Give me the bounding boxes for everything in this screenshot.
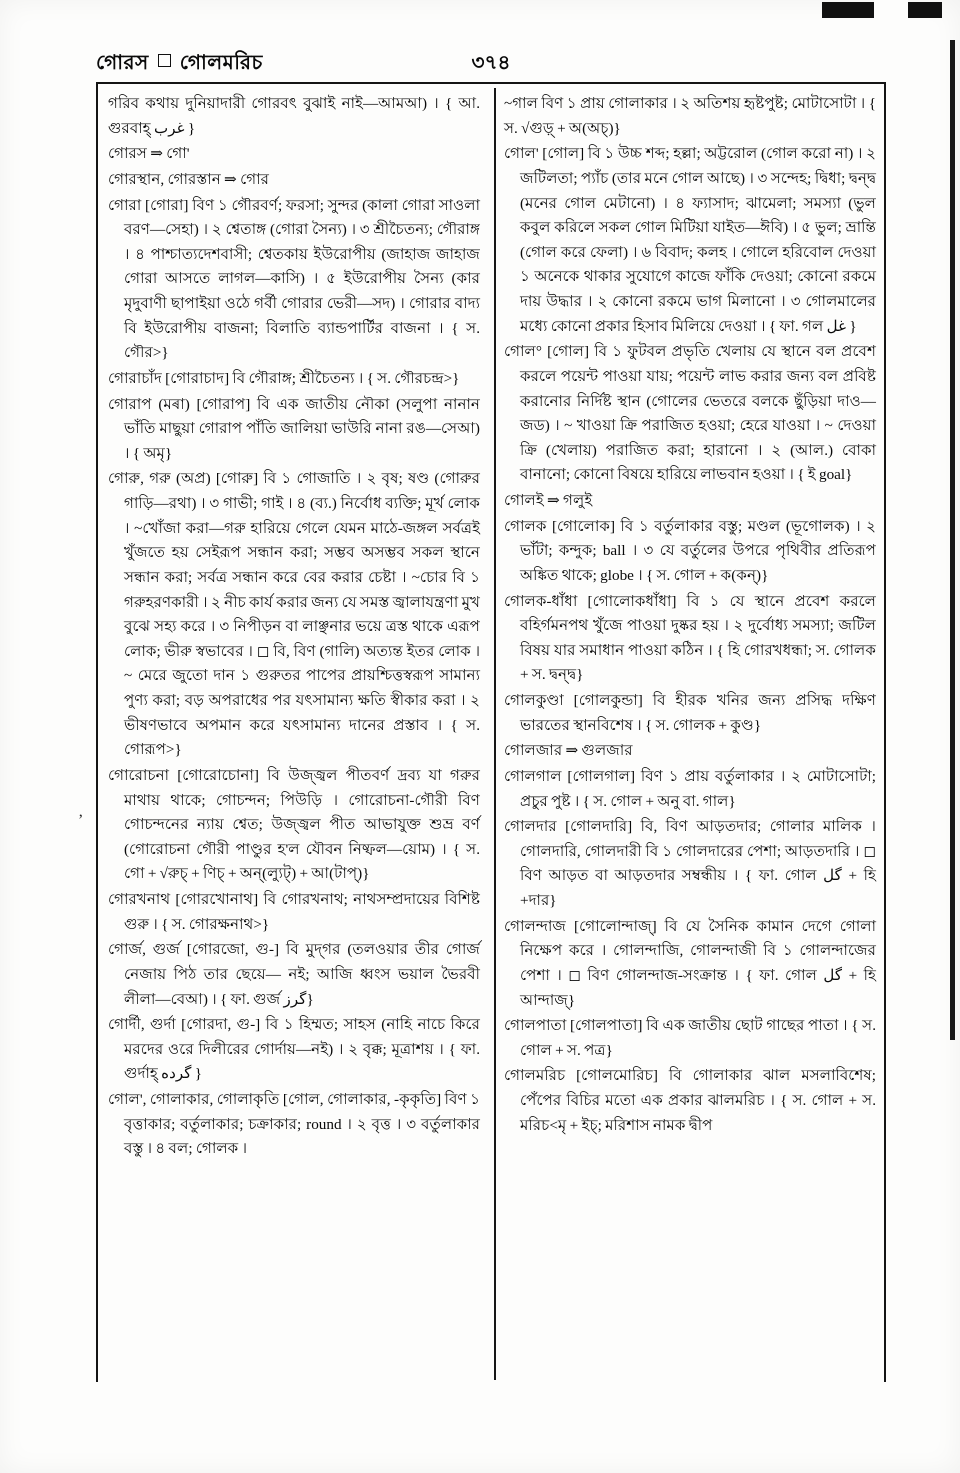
dictionary-entry: গোলদার [গোলদারি] বি, বিণ আড়তদার; গোলার মালিক । গোলদারি, গোলদারী বি ১ গোলদারের পেশা; আড়তদারি । ◻ বিণ আড়ত বা আড়তদার সম্বন্ধীয় । { ফা. গোল گل + হি +দার} bbox=[504, 818, 877, 909]
margin-tick-mark: ʼ bbox=[78, 812, 84, 829]
running-head-right: গোলমরিচ bbox=[179, 52, 263, 74]
header-rule bbox=[96, 82, 886, 84]
dictionary-entry: গোরু, গরু (অপ্র) [গোরু] বি ১ গোজাতি । ২ বৃষ; ষণ্ড (গোরুর গাড়ি—রথা) । ৩ গাভী; গাই । ৪ (ব্য.) নির্বোধ ব্যক্তি; মূর্খ লোক । ~খোঁজা করা—গরু হারিয়ে গেলে যেমন মাঠে-জঙ্গল সর্বত্রই খুঁজতে হয় সেইরূপ সন্ধান করা; সম্ভব অসম্ভব সকল স্থানে সন্ধান করা; সর্বত্র সন্ধান করে বের করার চেষ্টা । ~চোর বি ১ গরুহরণকারী । ২ নীচ কার্য করার জন্য যে সমস্ত জ্বালাযন্ত্রণা মুখ বুঝে সহ্য করে । ৩ নিপীড়ন বা লাঞ্ছনার ভয়ে ত্রস্ত থাকে এরূপ লোক; ভীরু স্বভাবের । ◻ বি, বিণ (গালি) অত্যন্ত ইতর লোক । ~ মেরে জুতো দান ১ গুরুতর পাপের প্রায়শ্চিত্তস্বরূপ সামান্য পুণ্য করা; বড় অপরাধের পর যৎসামান্য ক্ষতি স্বীকার করা । ২ ভীষণভাবে অপমান করে যৎসামান্য দানের প্রস্তাব । { স. গোরূপ>} bbox=[108, 470, 480, 759]
dictionary-entry: গোলকুণ্ডা [গোলকুন্ডা] বি হীরক খনির জন্য প্রসিদ্ধ দক্ষিণ ভারতের স্থানবিশেষ । { স. গোলক + কুণ্ড} bbox=[504, 692, 876, 734]
dictionary-entry: গোলপাতা [গোলপাতা] বি এক জাতীয় ছোট গাছের পাতা । { স. গোল + স. পত্র} bbox=[504, 1017, 876, 1059]
right-column bbox=[500, 92, 882, 1382]
dictionary-entry: গোরোচনা [গোরোচোনা] বি উজ্জ্বল পীতবর্ণ দ্রব্য যা গরুর মাথায় থাকে; গোচন্দন; পিউড়ি । গোরোচনা-গৌরী বিণ গোচন্দনের ন্যায় শ্বেত; উজ্জ্বল পীত আভাযুক্ত শুভ্র বর্ণ (গোরোচনা গৌরী পাণ্ডুর হ'ল যৌবন নিষ্ফল—য়োম) । { স. গো + √রুচ্‌ + ণিচ্‌ + অন্‌(ল্যুট্‌) + আ(টাপ্‌)} bbox=[108, 766, 480, 883]
dictionary-entry: গোলক-ধাঁধা [গোলোকধাঁধা] বি ১ যে স্থানে প্রবেশ করলে বহির্গমনপথ খুঁজে পাওয়া দুষ্কর হয় । ২ দুর্বোধ্য সমস্যা; জটিল বিষয় যার সমাধান পাওয়া কঠিন । { হি গোরখধন্ধা; স. গোলক + স. দ্বন্দ্ব} bbox=[504, 592, 876, 684]
scan-edge-bar bbox=[950, 40, 955, 1040]
dictionary-entry: ~গাল বিণ ১ প্রায় গোলাকার । ২ অতিশয় হৃষ্টপুষ্ট; মোটাসোটা । { স. √গুড়্‌ + অ(অচ্‌)} bbox=[504, 95, 876, 137]
scan-corner-gap bbox=[874, 0, 908, 24]
dictionary-entry: গোলগাল [গোলগাল] বিণ ১ প্রায় বর্তুলাকার । ২ মোটাসোটা; প্রচুর পুষ্ট । { স. গোল + অনু বা. গাল} bbox=[504, 767, 876, 810]
dictionary-entry: গোলজার ⇒ গুলজার bbox=[504, 742, 633, 760]
dictionary-entry: গোলক [গোলোক] বি ১ বর্তুলাকার বস্তু; মণ্ডল (ভূগোলক) । ২ ভাঁটা; কন্দুক; ball । ৩ যে বর্তুলের উপরে পৃথিবীর প্রতিরূপ অঙ্কিত থাকে; globe । { স. গোল + ক(কন্‌)} bbox=[504, 517, 876, 584]
dictionary-entry: গোলই ⇒ গলুই bbox=[504, 492, 593, 509]
frame-left-rule bbox=[96, 82, 98, 1382]
dictionary-entry: গোরাচাঁদ [গোরাচাদ] বি গৌরাঙ্গ; শ্রীচৈতন্য । { স. গৌরচন্দ্র>} bbox=[108, 369, 460, 387]
dictionary-entry: গোলন্দাজ [গোলোন্দাজ্‌] বি যে সৈনিক কামান দেগে গোলা নিক্ষেপ করে । গোলন্দাজি, গোলন্দাজী বি ১ গোলন্দাজের পেশা । ◻ বিণ গোলন্দাজ-সংক্রান্ত । { ফা. গোল گل + হি আন্দাজ্‌} bbox=[504, 917, 876, 1009]
dictionary-entry: গোরা [গোরা] বিণ ১ গৌরবর্ণ; ফরসা; সুন্দর (কালা গোরা সাওলা বরণ—সেহা) । ২ শ্বেতাঙ্গ (গোরা সৈন্য) । ৩ শ্রীচৈতন্য; গৌরাঙ্গ । ৪ পাশ্চাত্যদেশবাসী; শ্বেতকায় ইউরোপীয় (জাহাজ জাহাজ গোরা আসতে লাগল—কাসি) । ৫ ইউরোপীয় সৈন্য (কার মৃদুবাণী ছাপাইয়া ওঠে গর্বী গোরার ভেরী—সদ) । গোরার বাদ্য বি ইউরোপীয় বাজনা; বিলাতি ব্যান্ডপার্টির বাজনা । { স. গৌর>} bbox=[108, 196, 480, 362]
dictionary-entry: গোলমরিচ [গোলমোরিচ] বি গোলাকার ঝাল মসলাবিশেষ; পেঁপের বিচির মতো এক প্রকার ঝালমরিচ । { স. গোল + স. মরিচ<মৃ + ইচ্‌; মরিশাস নামক দ্বীপ bbox=[504, 1067, 876, 1134]
dictionary-entry: গরিব কথায় দুনিয়াদারী গোরবৎ বুঝাই নাই—আমআ) । { আ. গুরবাহ্‌ غرب } bbox=[108, 95, 480, 137]
running-head bbox=[96, 48, 886, 82]
dictionary-entry: গোরস ⇒ গো' bbox=[108, 145, 190, 163]
dictionary-entry: গোরাপ (মৰা) [গোরাপ] বি এক জাতীয় নৌকা (সলুপা নানান ভাঁতি মাছুয়া গোরাপ পাঁতি জালিয়া ভাউরি নানা রঙ—সেআ) । { অমৃ} bbox=[108, 395, 480, 462]
page-number: ৩৭৪ bbox=[471, 52, 511, 74]
frame-right-rule bbox=[884, 82, 886, 1382]
running-head-left: গোরস bbox=[96, 52, 149, 74]
dictionary-entry: গোল' [গোল] বি ১ উচ্চ শব্দ; হল্লা; অট্টরোল (গোল করো না) । ২ জটিলতা; প্যাঁচ (তার মনে গোল আছে) । ৩ সন্দেহ; দ্বিধা; দ্বন্দ্ব (মনের গোল মেটানো) । ৪ ফ্যাসাদ; ঝামেলা; সমস্যা (ভুল কবুল করিলে সকল গোল মিটিয়া যাইত—ঈবি) । ৫ ভুল; ভ্রান্তি (গোল করে ফেলা) । ৬ বিবাদ; কলহ । গোলে হরিবোল দেওয়া ১ অনেকে থাকার সুযোগে কাজে ফাঁকি দেওয়া; কোনো রকমে দায় উদ্ধার । ২ কোনো রকমে ভাগ মিলানো । ৩ গোলমালের মধ্যে কোনো প্রকার হিসাব মিলিয়ে দেওয়া । { ফা. গল غل } bbox=[504, 145, 876, 335]
left-column bbox=[104, 92, 486, 1382]
dictionary-entry: গোরস্থান, গোরস্তান ⇒ গোর bbox=[108, 170, 269, 188]
dictionary-entry: গোল° [গোল] বি ১ ফুটবল প্রভৃতি খেলায় যে স্থানে বল প্রবেশ করলে পয়েন্ট পাওয়া যায়; পয়েন্ট লাভ করার জন্য বল প্রবিষ্ট করানোর নির্দিষ্ট স্থান (গোলের ভেতরে বলকে ছুঁড়িয়া দাও—জড) । ~ খাওয়া ক্রি পরাজিত হওয়া; হেরে যাওয়া । ~ দেওয়া ক্রি (খেলায়) পরাজিত করা; হারানো । ২ (আল.) বোকা বানানো; কোনো বিষয়ে হারিয়ে লাভবান হওয়া । { ই goal} bbox=[504, 343, 876, 484]
dictionary-entry: গোর্দী, গুর্দা [গোরদা, গু-] বি ১ হিম্মত; সাহস (নাহি নাচে কিরে মরদের ওরে দিলীরের গোর্দায়—নই) । ২ বৃক্ক; মূত্রাশয় । { ফা. গুর্দাহ্‌ گرده } bbox=[108, 1016, 480, 1083]
dictionary-entry: গোরখনাথ [গোরখোনাথ] বি গোরখনাথ; নাথসম্প্রদায়ের বিশিষ্ট গুরু । { স. গোরক্ষনাথ>} bbox=[108, 891, 480, 933]
page-columns bbox=[104, 92, 882, 1382]
dictionary-entry: গোল', গোলাকার, গোলাকৃতি [গোল, গোলাকার, -কৃকৃতি] বিণ ১ বৃত্তাকার; বর্তুলাকার; চক্রাকার; round । ২ বৃত্ত । ৩ বর্তুলাকার বস্তু । ৪ বল; গোলক । bbox=[108, 1091, 480, 1158]
dictionary-entry: গোর্জ, গুর্জ [গোরজো, গু-] বি মুদ্‌গর (তলওয়ার তীর গোর্জ নেজায় পিঠ তার ছেয়ে— নই; আজি ধ্বংস ভয়াল ভৈরবী লীলা—বেআ) । { ফা. গুর্জ گرز} bbox=[108, 941, 480, 1008]
